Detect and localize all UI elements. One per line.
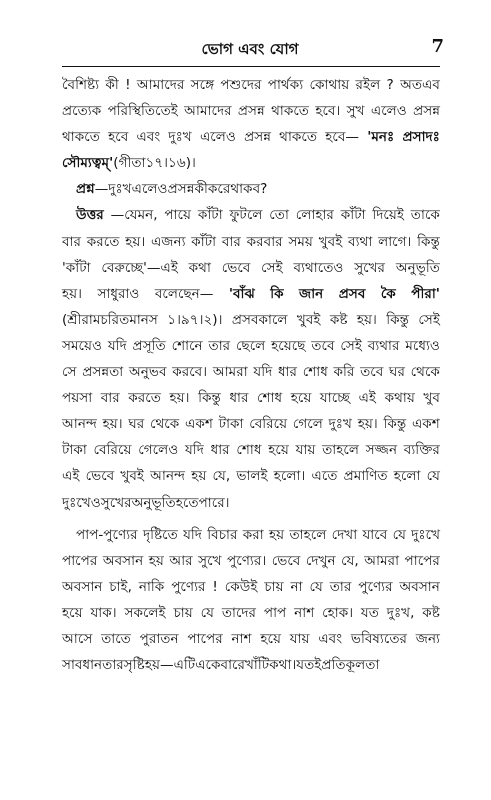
bold-word: প্রসব — [338, 285, 366, 302]
word: সাবধানতার — [62, 657, 124, 674]
text-line — [62, 202, 440, 228]
page-number: 7 — [431, 36, 444, 57]
word: থাকব — [230, 181, 261, 198]
word: করতে — [86, 233, 120, 250]
word: অবসান — [399, 578, 440, 595]
text-line — [62, 150, 440, 176]
word: দুঃখ — [168, 129, 192, 146]
word: প্রত্যেক — [62, 103, 102, 120]
word: দেখা — [331, 526, 358, 543]
word: যত — [360, 604, 379, 621]
word: নাশ — [294, 604, 315, 621]
word: অবসান — [102, 552, 144, 569]
text-line — [62, 463, 440, 489]
header-rule — [62, 66, 440, 67]
paragraph — [62, 176, 440, 202]
text-line — [62, 359, 440, 385]
word: থাকতে — [62, 129, 100, 146]
word: তাহলে — [322, 442, 359, 459]
text-line — [62, 229, 440, 255]
word: হতে — [175, 494, 199, 511]
word: 'কাঁটা — [62, 259, 91, 276]
word: ! — [125, 77, 131, 93]
running-title: ভোগ এবং যোগ — [201, 40, 299, 58]
word: প্রসন্নতা — [82, 364, 124, 381]
word: ধার — [229, 390, 249, 407]
word: থেকে — [410, 364, 440, 381]
word: খুবই — [318, 233, 343, 250]
word: ব্যথা — [348, 233, 373, 250]
word: একশ — [411, 416, 440, 433]
word: যাচ্ছে — [319, 390, 351, 407]
word: হয়। — [356, 311, 377, 328]
word: টাকা — [62, 442, 87, 459]
word: যদি — [184, 442, 204, 459]
word: কিন্তু — [417, 233, 440, 250]
text-line — [62, 437, 440, 463]
word: ব্যক্তির — [403, 442, 440, 459]
word: হবে— — [325, 129, 360, 146]
bold-word: জান — [299, 285, 324, 302]
word: থাকতে — [271, 103, 310, 120]
word: কথা। — [269, 657, 297, 674]
word: শোধ — [236, 442, 262, 459]
word: অনুভূতি — [395, 259, 440, 276]
word: পরিস্থিতিতেই — [107, 103, 178, 120]
word: ১।৯৭।২)। — [167, 311, 223, 328]
word: হয়েছে — [271, 337, 306, 354]
word: যদি — [253, 364, 273, 381]
word: ব্যথাতেও — [293, 259, 344, 276]
word: হয়ে — [268, 442, 289, 459]
word: পাপের — [187, 630, 223, 647]
word: হলো। — [273, 468, 306, 485]
word: পার্থক্য — [267, 77, 304, 93]
text-line — [62, 124, 440, 150]
word: এলেও — [199, 129, 236, 146]
word: পুরাতন — [139, 630, 179, 647]
word: দৃষ্টিতে — [142, 526, 178, 543]
word: করে — [207, 181, 231, 198]
word: দিয়েই — [372, 207, 404, 224]
word: যাক। — [90, 604, 117, 621]
word: হয়। — [357, 416, 378, 433]
word: পাপ-পুণ্যের — [76, 526, 138, 543]
word: যে, — [341, 552, 359, 569]
word: কোথায় — [309, 77, 350, 93]
word: কেউই — [224, 578, 258, 595]
word: ! — [212, 578, 218, 595]
word: —দুঃখ — [94, 181, 132, 198]
word: সেই — [340, 337, 362, 354]
word: হয় — [191, 468, 207, 485]
word: এবং — [136, 129, 161, 146]
word: পারে। — [198, 494, 230, 511]
word: এই — [358, 390, 377, 407]
bold-word: সৌম্যত্বম্' — [62, 155, 114, 172]
word: তাহলে — [289, 526, 327, 543]
word: খুব — [423, 390, 440, 407]
word: পয়সা — [62, 390, 93, 407]
word: তাকে — [410, 207, 440, 224]
word: যায় — [289, 630, 310, 647]
word: সাধুরাও — [97, 285, 140, 302]
word: প্রসন্ন — [413, 103, 440, 120]
bold-word: পীরা' — [411, 285, 440, 302]
word: চায় — [173, 604, 193, 621]
word: হয়। — [125, 233, 146, 250]
word: সুখে — [198, 552, 222, 569]
word: বার — [62, 233, 81, 250]
word: পশুদের — [220, 77, 262, 93]
text-line — [62, 385, 440, 411]
word: সেই — [261, 259, 283, 276]
word: বেরিয়ে — [93, 442, 132, 459]
word: দেখুন — [305, 552, 336, 569]
word: কষ্ট — [422, 604, 440, 621]
word: আনন্দ — [150, 468, 186, 485]
text-line — [62, 652, 440, 678]
word: যাবে — [362, 526, 388, 543]
word: (শ্রীরামচরিতমানস — [62, 311, 158, 328]
word: সময় — [288, 233, 313, 250]
word: কথায় — [384, 390, 415, 407]
word: একেবারে — [195, 657, 245, 674]
word: কাঁটা — [197, 207, 223, 224]
word: পাপ — [263, 604, 287, 621]
word: কষ্ট — [329, 311, 348, 328]
word: প্রসন্ন — [237, 103, 265, 120]
word: এতে — [311, 468, 338, 485]
word: সময়েও — [62, 337, 103, 354]
word: যায় — [295, 442, 316, 459]
word: হয়ে — [62, 604, 83, 621]
word: বলেছেন— — [154, 285, 214, 302]
word: দুঃখ, — [386, 604, 415, 621]
word: ১৭।১৬)। — [145, 155, 196, 172]
word: পুণ্যের — [171, 578, 206, 595]
word: যে — [200, 604, 214, 621]
word: তাদের — [221, 604, 257, 621]
word: হয়। — [169, 390, 190, 407]
word: হয় — [148, 552, 164, 569]
word: থাকতে — [279, 129, 318, 146]
text-line — [62, 600, 440, 626]
text-line — [62, 72, 440, 98]
word: শোনে — [171, 337, 203, 354]
word: এবং — [318, 630, 343, 647]
word: ধার — [210, 442, 230, 459]
word: করবে। — [172, 364, 208, 381]
word: হয়। — [102, 416, 123, 433]
word: দুঃখেও — [62, 494, 101, 511]
word: খুবই — [120, 468, 144, 485]
word: ? — [386, 77, 394, 93]
word: পুণ্যের — [358, 578, 393, 595]
word: দুঃখ — [328, 416, 352, 433]
word: নাশ — [231, 630, 252, 647]
word: প্রসূতি — [132, 337, 166, 354]
word: তার — [329, 578, 352, 595]
word: বৈশিষ্ট্য — [62, 77, 100, 93]
word: —যেমন, — [110, 207, 158, 224]
text-line — [62, 548, 440, 574]
word: বিচার — [207, 526, 238, 543]
word: পাপের — [62, 552, 98, 569]
word: করতে — [128, 390, 161, 407]
bold-word: উত্তর — [76, 207, 104, 224]
word: টাকা — [218, 416, 244, 433]
text-line — [62, 176, 440, 202]
word: অনুভূতি — [131, 494, 176, 511]
paragraph — [62, 72, 440, 176]
word: ধার — [277, 364, 297, 381]
word: যদি — [183, 526, 202, 543]
word: যে — [309, 578, 323, 595]
bold-word: 'বাঁঝ — [228, 285, 255, 302]
word: অতএব — [400, 77, 440, 93]
paragraph — [62, 522, 440, 679]
word: ? — [260, 181, 268, 198]
word: থেকে — [149, 416, 180, 433]
word: দুঃখে — [411, 526, 440, 543]
word: শোধ — [302, 364, 328, 381]
word: চাই, — [109, 578, 132, 595]
word: পাপের — [404, 552, 440, 569]
word: চায় — [264, 578, 284, 595]
bold-word: প্রশ্ন — [76, 181, 95, 198]
word: পুণ্যের। — [227, 552, 267, 569]
word: প্রসবকালে — [231, 311, 288, 328]
word: যে, — [212, 468, 231, 485]
text-line — [62, 626, 440, 652]
word: ছেলে — [235, 337, 266, 354]
word: এলেও — [370, 103, 407, 120]
word: অবসান — [62, 578, 103, 595]
word: কথা — [188, 259, 211, 276]
word: গেলেও — [138, 442, 179, 459]
word: আমাদের — [184, 103, 232, 120]
text-line — [62, 255, 440, 281]
word: প্রসন্ন — [244, 129, 271, 146]
word: লাগে। — [378, 233, 412, 250]
text-line — [62, 411, 440, 437]
word: খাঁটি — [244, 657, 270, 674]
word: যতই — [296, 657, 322, 674]
word: কাঁটা — [340, 207, 366, 224]
word: যে — [392, 526, 406, 543]
word: শোধ — [257, 390, 283, 407]
word: যদি — [107, 337, 127, 354]
word: সুখের — [100, 494, 132, 511]
word: ভেবে — [85, 468, 115, 485]
word: আমাদের — [136, 77, 185, 93]
bold-word: 'মনঃ — [367, 129, 395, 146]
text-line — [62, 333, 440, 359]
word: না — [290, 578, 303, 595]
word: ঘর — [389, 364, 405, 381]
text-line — [62, 490, 440, 516]
word: সে — [62, 364, 77, 381]
paragraph — [62, 202, 440, 515]
word: হয়—এটি — [144, 657, 196, 674]
word: হলো — [393, 468, 421, 485]
word: ঘর — [128, 416, 145, 433]
word: হয় — [269, 526, 285, 543]
word: করি — [333, 364, 355, 381]
word: সুখের — [354, 259, 386, 276]
word: ফুটলে — [229, 207, 263, 224]
text-line — [62, 574, 440, 600]
word: তার — [208, 337, 231, 354]
word: মধ্যেও — [405, 337, 440, 354]
word: কিন্তু — [198, 390, 221, 407]
word: খুবই — [296, 311, 321, 328]
word: যে — [426, 468, 440, 485]
text-line — [62, 307, 440, 333]
word: কাঁটা — [191, 233, 217, 250]
bold-word: প্রসাদঃ — [402, 129, 440, 146]
word: সৃষ্টি — [123, 657, 145, 674]
word: ভালই — [236, 468, 268, 485]
word: হয়ে — [260, 630, 281, 647]
word: বেরুচ্ছে'—এই — [101, 259, 178, 276]
word: আসে — [62, 630, 93, 647]
body-text — [62, 72, 440, 678]
word: হয়ে — [290, 390, 312, 407]
bold-word: কি — [270, 285, 284, 302]
word: প্রতিকূলতা — [321, 657, 380, 674]
word: বার — [221, 233, 241, 250]
word: বার — [100, 390, 120, 407]
word: কিন্তু — [383, 416, 407, 433]
word: রইল — [355, 77, 381, 93]
word: জন্য — [415, 630, 440, 647]
word: প্রমাণিত — [343, 468, 388, 485]
word: গেলে — [292, 416, 323, 433]
word: এলেও — [131, 181, 168, 198]
word: এজন্য — [150, 233, 186, 250]
word: করবার — [246, 233, 283, 250]
word: সঙ্গে — [190, 77, 215, 93]
word: সুখ — [346, 103, 365, 120]
bold-word: কৈ — [380, 285, 396, 302]
word: ভেবে — [271, 552, 301, 569]
word: সকলেই — [124, 604, 166, 621]
text-line — [62, 98, 440, 124]
word: আমরা — [212, 364, 248, 381]
word: কী — [194, 181, 208, 198]
word: (গীতা — [113, 155, 146, 172]
word: করা — [242, 526, 264, 543]
text-line — [62, 522, 440, 548]
word: হবে — [108, 129, 129, 146]
word: প্রসন্ন — [167, 181, 195, 198]
word: হোক। — [322, 604, 354, 621]
word: কী — [105, 77, 119, 93]
word: তবে — [311, 337, 335, 354]
word: পায়ে — [164, 207, 192, 224]
word: সেই — [418, 311, 440, 328]
text-line — [62, 281, 440, 307]
word: সজ্জন — [365, 442, 398, 459]
word: আর — [169, 552, 193, 569]
word: একশ — [185, 416, 213, 433]
word: আনন্দ — [62, 416, 97, 433]
word: ভবিষ্যতের — [350, 630, 408, 647]
word: এই — [62, 468, 80, 485]
word: বেরিয়ে — [249, 416, 288, 433]
word: হবে। — [315, 103, 341, 120]
word: আমরা — [364, 552, 400, 569]
word: ভেবে — [221, 259, 251, 276]
word: নাকি — [138, 578, 165, 595]
word: হয়। — [62, 285, 83, 302]
word: তবে — [360, 364, 384, 381]
page-header — [60, 36, 444, 64]
word: ব্যথার — [367, 337, 400, 354]
word: কিন্তু — [386, 311, 409, 328]
word: অনুভব — [128, 364, 167, 381]
word: লোহার — [295, 207, 334, 224]
word: তাতে — [101, 630, 131, 647]
word: তো — [269, 207, 289, 224]
